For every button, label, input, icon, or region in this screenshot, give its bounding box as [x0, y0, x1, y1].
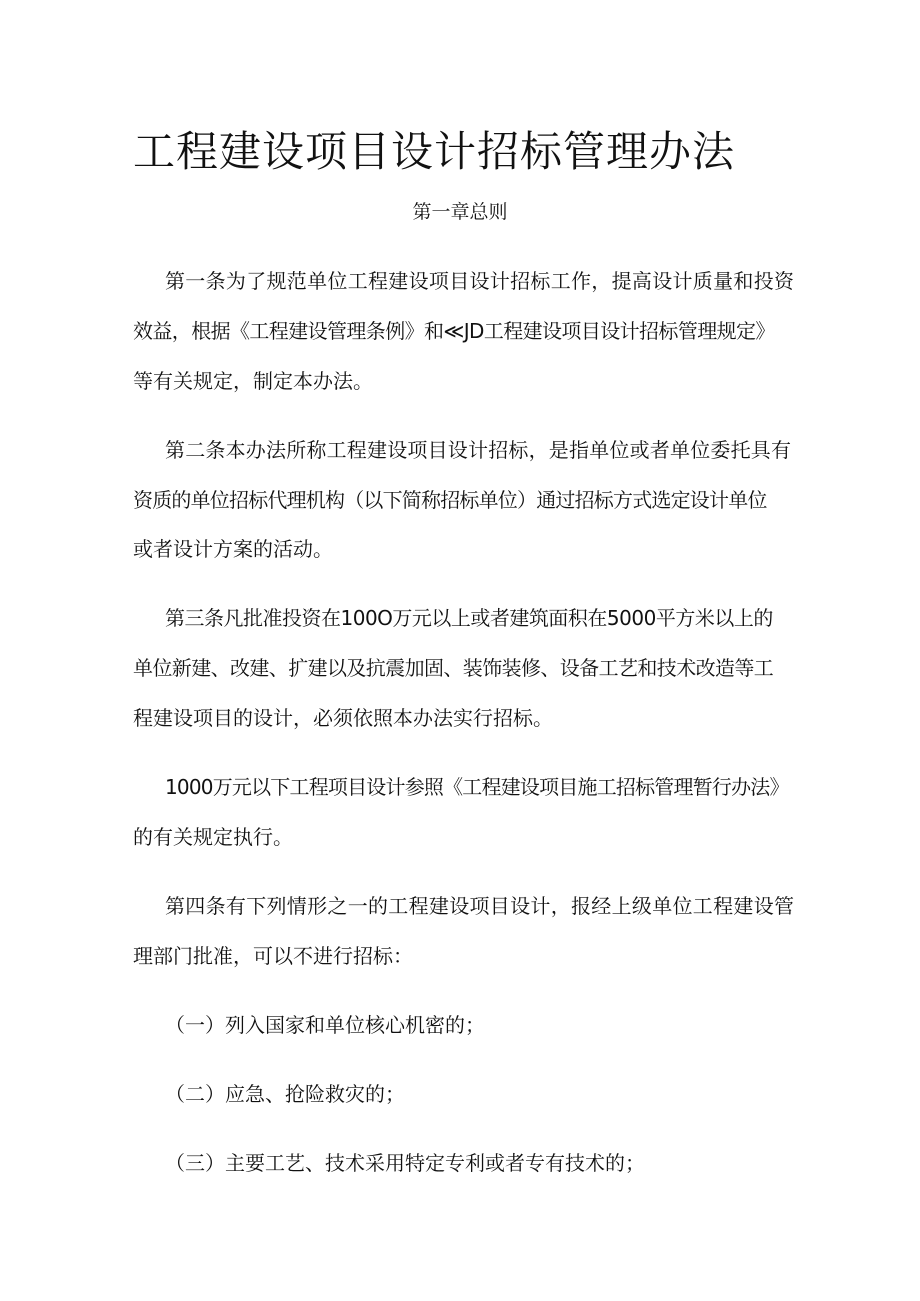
paragraph-line: 或者设计方案的活动。: [133, 537, 333, 561]
paragraph-line: 第三条凡批准投资在100O万元以上或者建筑面积在5000平方米以上的: [165, 606, 773, 630]
paragraph-line: 单位新建、改建、扩建以及抗震加固、装饰装修、设备工艺和技术改造等工: [133, 656, 774, 680]
paragraph-line: 资质的单位招标代理机构（以下简称招标单位）通过招标方式选定设计单位: [133, 488, 767, 512]
paragraph-line: 理部门批准，可以不进行招标：: [133, 944, 413, 968]
exemption-item-2: （二）应急、抢险救灾的；: [165, 1082, 405, 1106]
exemption-item-1: （一）列入国家和单位核心机密的；: [165, 1013, 485, 1037]
paragraph-line: 的有关规定执行。: [133, 825, 293, 849]
paragraph-line: 第四条有下列情形之一的工程建设项目设计，报经上级单位工程建设管: [165, 894, 795, 918]
exemption-item-3: （三）主要工艺、技术采用特定专利或者专有技术的；: [165, 1151, 645, 1175]
paragraph-line: 第一条为了规范单位工程建设项目设计招标工作，提高设计质量和投资: [165, 269, 795, 293]
document-title: 工程建设项目设计招标管理办法: [133, 127, 736, 176]
paragraph-line: 1000万元以下工程项目设计参照《工程建设项目施工招标管理暂行办法》: [165, 775, 789, 799]
paragraph-line: 效益，根据《工程建设管理条例》和≪JD工程建设项目设计招标管理规定》: [133, 319, 775, 343]
paragraph-line: 第二条本办法所称工程建设项目设计招标，是指单位或者单位委托具有: [165, 438, 792, 462]
chapter-heading: 第一章总则: [412, 201, 508, 223]
paragraph-line: 等有关规定，制定本办法。: [133, 369, 373, 393]
paragraph-line: 程建设项目的设计，必须依照本办法实行招标。: [133, 706, 553, 730]
